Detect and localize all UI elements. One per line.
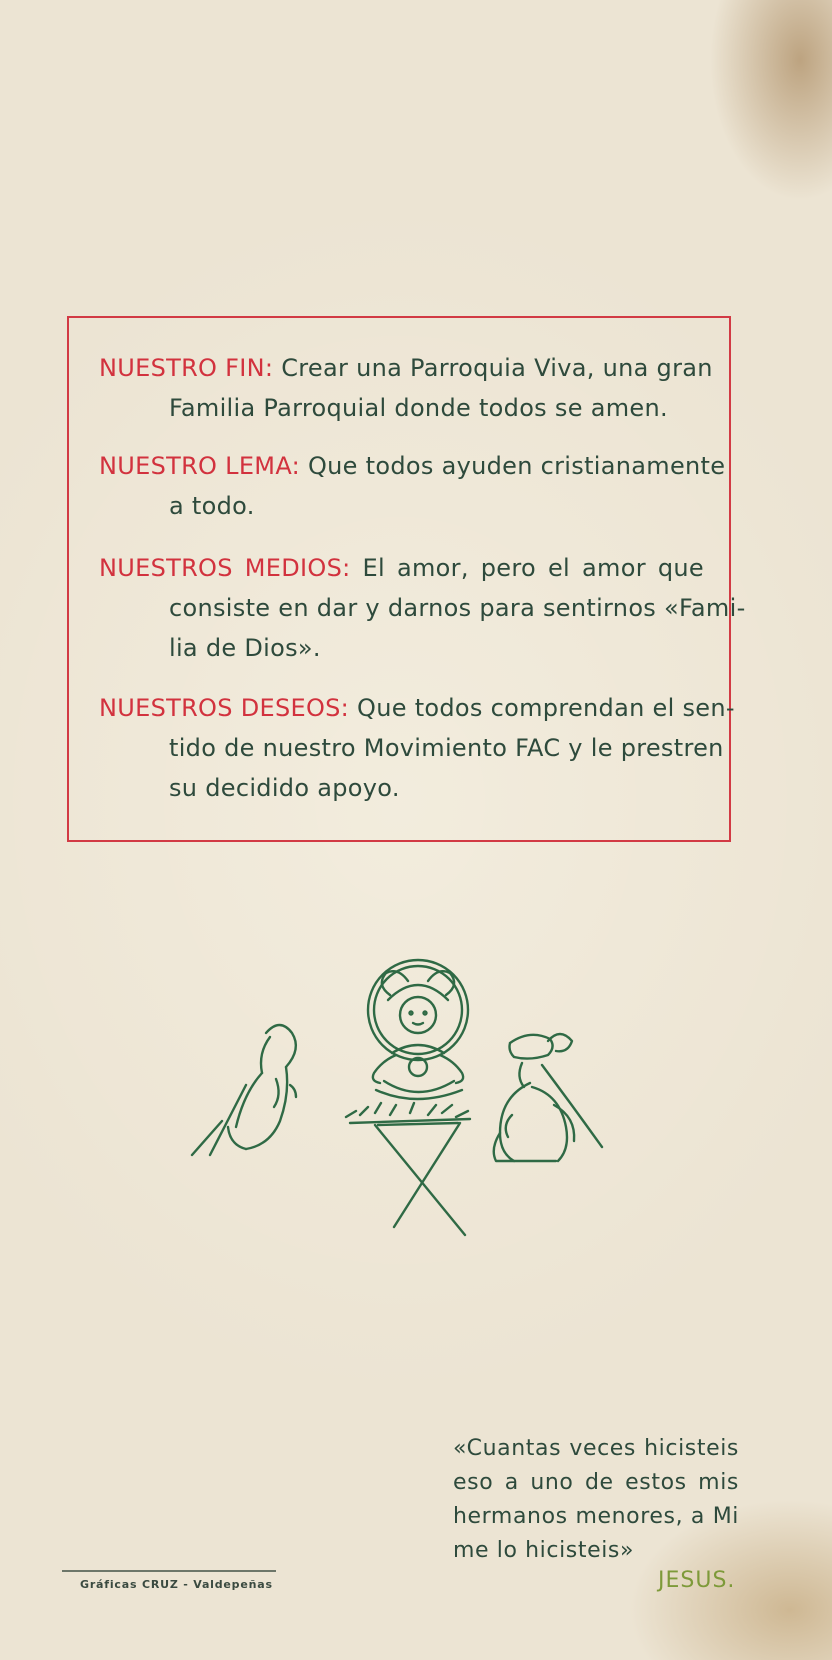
principle-text: consiste en dar y darnos para sentirnos «Fami- bbox=[169, 594, 746, 622]
bible-quote bbox=[453, 1432, 739, 1568]
principle-label: NUESTRO FIN: bbox=[99, 354, 274, 382]
principle-deseos bbox=[99, 688, 735, 808]
printer-imprint: Gráficas CRUZ - Valdepeñas bbox=[80, 1578, 273, 1591]
principle-medios bbox=[99, 548, 746, 668]
principle-label: NUESTRO LEMA: bbox=[99, 452, 300, 480]
quote-line: hermanos menores, a Mi bbox=[453, 1504, 739, 1529]
principle-text: Crear una Parroquia Viva, una gran bbox=[281, 354, 713, 382]
mary-figure bbox=[192, 1025, 296, 1155]
quote-line: eso a uno de estos mis bbox=[453, 1470, 739, 1495]
printer-divider bbox=[62, 1570, 276, 1572]
quote-line: me lo hicisteis» bbox=[453, 1538, 635, 1563]
principle-text: Familia Parroquial donde todos se amen. bbox=[169, 394, 668, 422]
principle-label: NUESTROS MEDIOS: bbox=[99, 554, 351, 582]
principle-text: a todo. bbox=[169, 492, 255, 520]
quote-author: JESUS. bbox=[658, 1568, 736, 1593]
principle-text: tido de nuestro Movimiento FAC y le prestren bbox=[169, 734, 724, 762]
principle-fin bbox=[99, 348, 713, 428]
baby-jesus-figure bbox=[346, 960, 470, 1235]
principle-text: Que todos ayuden cristianamente bbox=[307, 452, 726, 480]
principle-label: NUESTROS DESEOS: bbox=[99, 694, 350, 722]
joseph-figure bbox=[494, 1034, 602, 1161]
principle-text: lia de Dios». bbox=[169, 634, 321, 662]
principle-text: su decidido apoyo. bbox=[169, 774, 400, 802]
quote-line: «Cuantas veces hicisteis bbox=[453, 1436, 739, 1461]
principle-text: El amor, pero el amor que bbox=[362, 554, 704, 582]
principle-lema bbox=[99, 446, 726, 526]
principle-text: Que todos comprendan el sen- bbox=[357, 694, 735, 722]
nativity-drawing bbox=[170, 955, 630, 1245]
